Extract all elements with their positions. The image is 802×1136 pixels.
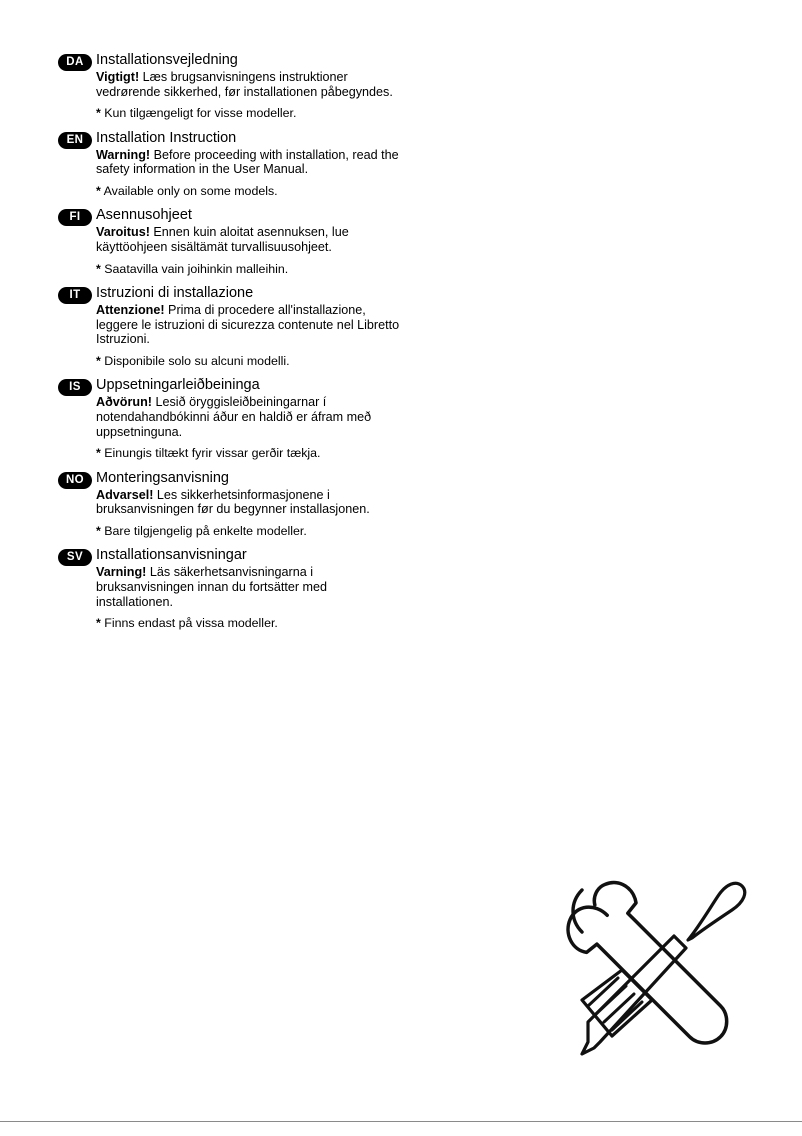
warning-text-en: Before proceeding with installation, read the safety information in the User Manual.: [96, 147, 399, 177]
language-block-it: [58, 285, 458, 368]
language-note-en: [96, 184, 458, 199]
language-warning-en: [96, 148, 401, 177]
language-badge-is: IS: [58, 379, 92, 396]
language-instruction-list: [58, 52, 458, 640]
note-text-is: Einungis tiltækt fyrir vissar gerðir tækja.: [104, 446, 321, 461]
warning-text-no: Les sikkerhetsinformasjonene i bruksanvisningen før du begynner installasjonen.: [96, 487, 370, 517]
note-text-it: Disponibile solo su alcuni modelli.: [104, 353, 290, 368]
note-asterisk-it: *: [96, 353, 101, 368]
language-block-en: [58, 130, 458, 199]
warning-text-da: Læs brugsanvisningens instruktioner vedrørende sikkerhed, før installationen påbegyndes.: [96, 70, 393, 99]
note-text-en: Available only on some models.: [103, 183, 278, 198]
note-text-sv: Finns endast på vissa modeller.: [104, 616, 278, 631]
language-body-is: [96, 377, 458, 460]
footer-divider: [0, 1121, 802, 1122]
warning-label-da: Vigtigt!: [96, 70, 140, 84]
language-body-da: [96, 52, 458, 121]
language-title-da: Installationsvejledning: [96, 52, 238, 68]
language-title-it: Istruzioni di installazione: [96, 285, 254, 302]
language-body-fi: [96, 207, 458, 276]
warning-label-sv: Varning!: [96, 565, 147, 580]
language-warning-da: [96, 70, 401, 99]
language-warning-is: [96, 395, 401, 439]
warning-label-en: Warning!: [96, 147, 151, 162]
language-body-en: [96, 130, 458, 199]
language-note-sv: [96, 616, 458, 631]
language-badge-sv: SV: [58, 549, 92, 566]
language-block-no: [58, 470, 458, 539]
language-body-it: [96, 285, 458, 368]
note-asterisk-en: *: [96, 183, 101, 198]
language-note-da: [96, 106, 458, 121]
warning-label-fi: Varoitus!: [96, 225, 150, 240]
language-warning-fi: [96, 225, 401, 254]
warning-text-sv: Läs säkerhetsanvisningarna i bruksanvisningen innan du fortsätter med installationen.: [96, 565, 328, 609]
language-note-no: [96, 524, 458, 539]
note-asterisk-fi: *: [96, 261, 101, 276]
warning-label-no: Advarsel!: [96, 487, 154, 502]
language-title-en: Installation Instruction: [96, 129, 237, 146]
warning-label-is: Aðvörun!: [96, 395, 152, 410]
language-title-is: Uppsetningarleiðbeininga: [96, 377, 260, 394]
language-body-no: [96, 470, 458, 539]
language-badge-da: DA: [58, 54, 92, 71]
warning-label-it: Attenzione!: [96, 303, 165, 318]
language-block-da: [58, 52, 458, 121]
language-note-fi: [96, 262, 458, 277]
language-badge-en: EN: [58, 132, 92, 149]
language-badge-no: NO: [58, 472, 92, 489]
language-warning-no: [96, 488, 401, 517]
language-note-is: [96, 446, 458, 461]
language-block-sv: [58, 547, 458, 630]
language-badge-fi: FI: [58, 209, 92, 226]
language-badge-it: IT: [58, 287, 92, 304]
warning-text-fi: Ennen kuin aloitat asennuksen, lue käyttöohjeen sisältämät turvallisuusohjeet.: [96, 225, 349, 254]
note-asterisk-sv: *: [96, 616, 101, 631]
note-text-fi: Saatavilla vain joihinkin malleihin.: [104, 261, 289, 276]
note-text-no: Bare tilgjengelig på enkelte modeller.: [104, 523, 307, 538]
language-title-no: Monteringsanvisning: [96, 469, 229, 486]
note-text-da: Kun tilgængeligt for visse modeller.: [104, 106, 297, 121]
language-title-fi: Asennusohjeet: [96, 207, 192, 224]
note-asterisk-is: *: [96, 446, 101, 461]
language-note-it: [96, 354, 458, 369]
language-body-sv: [96, 547, 458, 630]
language-block-fi: [58, 207, 458, 276]
language-title-sv: Installationsanvisningar: [96, 547, 247, 564]
language-block-is: [58, 377, 458, 460]
language-warning-sv: [96, 565, 401, 609]
warning-text-is: Lesið öryggisleiðbeiningarnar í notendahandbókinni áður en haldið er áfram með uppsetninguna.: [96, 395, 372, 439]
note-asterisk-da: *: [96, 106, 101, 121]
language-warning-it: [96, 303, 401, 347]
wrench-and-screwdriver-icon: [560, 878, 760, 1068]
warning-text-it: Prima di procedere all'installazione, leggere le istruzioni di sicurezza contenute nel Libretto Istruzioni.: [96, 303, 400, 347]
note-asterisk-no: *: [96, 523, 101, 538]
